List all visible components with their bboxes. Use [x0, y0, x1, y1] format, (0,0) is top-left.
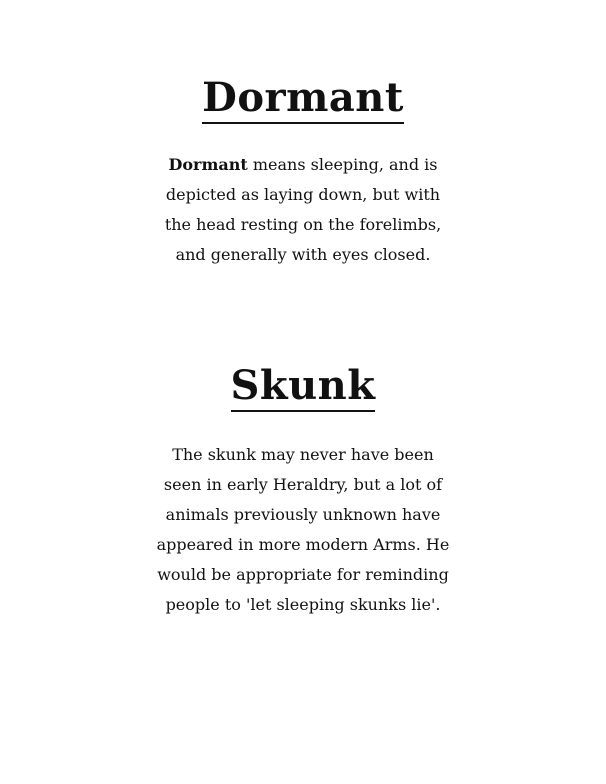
- skunk-line-5: would be appropriate for reminding: [157, 565, 449, 584]
- dormant-description: [0, 150, 606, 270]
- dormant-line-2: depicted as laying down, but with: [165, 185, 441, 204]
- dormant-line-4: and generally with eyes closed.: [175, 245, 431, 264]
- skunk-line-6: people to 'let sleeping skunks lie'.: [165, 595, 441, 614]
- dormant-lead-word: Dormant: [168, 155, 248, 174]
- skunk-line-4: appeared in more modern Arms. He: [156, 535, 450, 554]
- skunk-heading: Skunk: [231, 366, 376, 412]
- dormant-heading: Dormant: [202, 78, 404, 124]
- dormant-line-1: [0, 150, 606, 180]
- skunk-line-2: seen in early Heraldry, but a lot of: [163, 475, 443, 494]
- skunk-section: [0, 362, 606, 620]
- skunk-line-3: animals previously unknown have: [165, 505, 441, 524]
- dormant-line-1-text: means sleeping, and is: [247, 155, 438, 174]
- skunk-description: [0, 440, 606, 620]
- dormant-line-3: the head resting on the forelimbs,: [164, 215, 442, 234]
- dormant-section: [0, 74, 606, 270]
- skunk-line-1: The skunk may never have been: [172, 445, 434, 464]
